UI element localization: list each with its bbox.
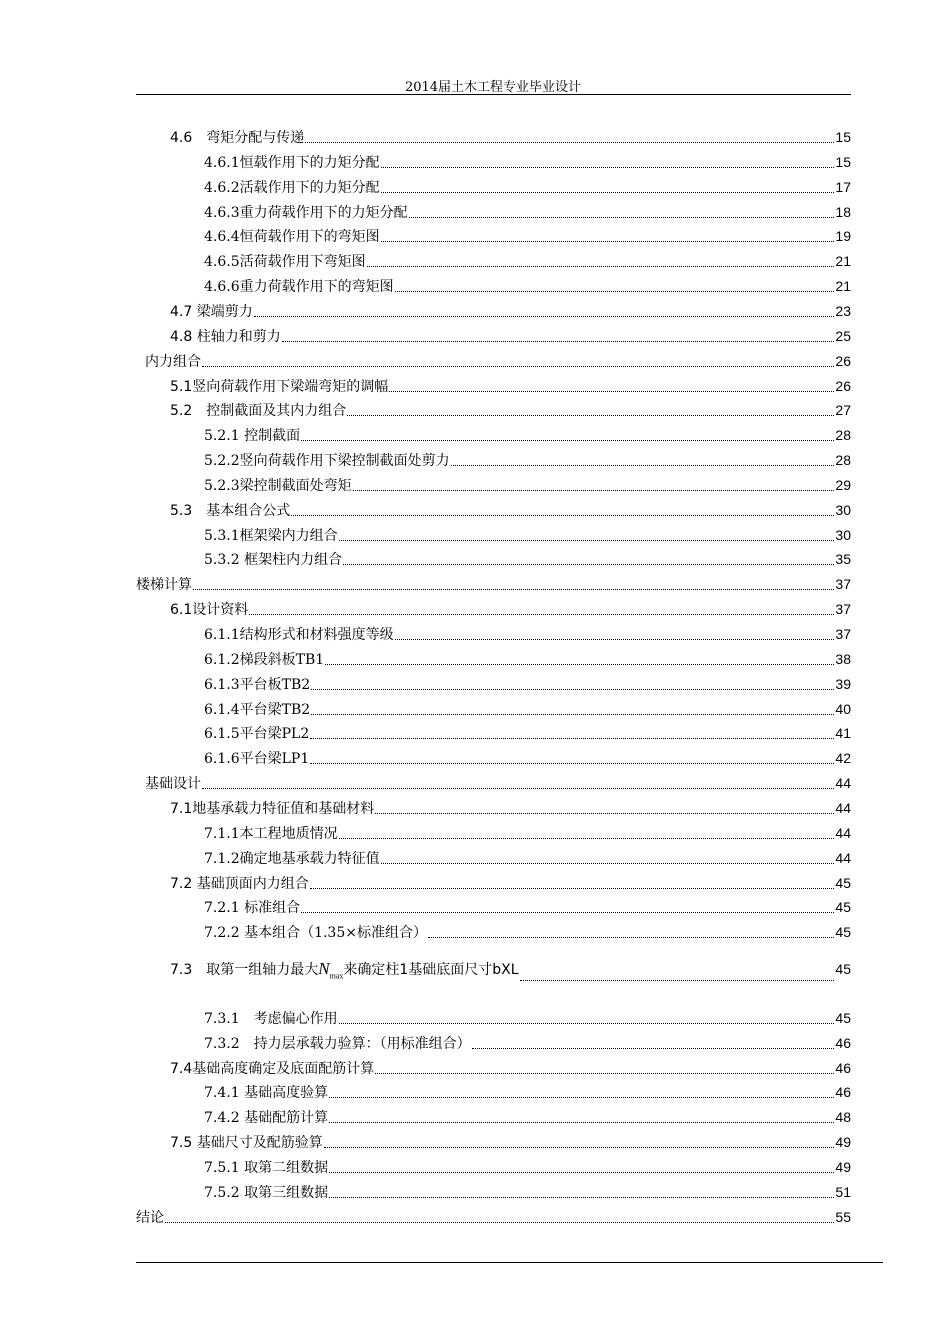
toc-dot-leader <box>339 1023 835 1024</box>
toc-page-number: 49 <box>835 1159 851 1175</box>
toc-entry[interactable] <box>204 625 851 644</box>
toc-page-number: 44 <box>835 849 851 866</box>
toc-page-number: 49 <box>835 1134 851 1151</box>
toc-page-number: 37 <box>835 626 851 642</box>
n-max-symbol: $N_{max}$ <box>318 959 344 981</box>
toc-entry[interactable] <box>170 327 851 346</box>
page-header-title: 2014届土木工程专业毕业设计 <box>404 80 582 95</box>
toc-dot-leader <box>409 217 835 218</box>
toc-page-number: 44 <box>835 799 851 816</box>
header-rule <box>136 94 851 95</box>
toc-entry-label: 6.1.5平台梁PL2 <box>204 726 310 743</box>
toc-entry-label: 7.1地基承载力特征值和基础材料 <box>170 800 375 817</box>
toc-page-number: 37 <box>835 576 851 593</box>
toc-entry-label: 7.5.2 取第三组数据 <box>204 1184 329 1201</box>
toc-page-number: 44 <box>835 775 851 792</box>
toc-dot-leader <box>301 912 834 913</box>
toc-dot-leader <box>310 888 835 889</box>
toc-entry[interactable] <box>204 849 851 868</box>
toc-page-number: 38 <box>835 650 851 667</box>
toc-dot-leader <box>347 415 834 416</box>
toc-entry[interactable] <box>204 252 851 271</box>
toc-page-number: 48 <box>835 1109 851 1126</box>
toc-dot-leader <box>202 788 834 789</box>
toc-entry[interactable] <box>204 1183 851 1202</box>
toc-entry[interactable] <box>204 1009 851 1028</box>
toc-entry-label: 6.1设计资料 <box>170 602 249 619</box>
toc-page-number: 28 <box>835 452 851 469</box>
toc-entry[interactable] <box>204 700 851 719</box>
toc-page-number: 46 <box>835 1034 851 1051</box>
toc-dot-leader <box>375 813 834 814</box>
toc-entry[interactable] <box>204 550 851 569</box>
toc-dot-leader <box>249 614 834 615</box>
toc-page-number: 26 <box>835 352 851 369</box>
toc-page-number: 18 <box>835 203 851 220</box>
toc-entry-label: 6.1.1结构形式和材料强度等级 <box>204 627 394 643</box>
toc-dot-leader <box>451 465 835 466</box>
toc-entry[interactable] <box>136 1208 851 1227</box>
toc-page-number: 15 <box>835 153 851 170</box>
toc-dot-leader <box>381 241 835 242</box>
toc-page-number: 55 <box>835 1208 851 1225</box>
toc-entry[interactable] <box>170 600 851 619</box>
toc-page-number: 19 <box>835 228 851 245</box>
toc-entry[interactable] <box>204 650 851 669</box>
toc-entry-label: 内力组合 <box>145 353 201 370</box>
toc-page-number: 45 <box>835 899 851 916</box>
toc-dot-leader <box>428 937 834 938</box>
toc-entry[interactable] <box>204 227 851 246</box>
toc-entry-label: 4.6.6重力荷载作用下的弯矩图 <box>204 279 394 296</box>
toc-entry[interactable] <box>204 824 851 843</box>
toc-page-number: 21 <box>835 278 851 295</box>
toc-entry[interactable] <box>204 1083 851 1102</box>
toc-entry-label-cont: 来确定柱1基础底面尺寸bXL <box>343 962 519 979</box>
toc-entry[interactable] <box>204 1034 851 1053</box>
toc-entry-label: 结论 <box>136 1209 164 1226</box>
toc-dot-leader <box>343 564 834 565</box>
toc-page-number: 45 <box>835 961 851 978</box>
toc-entry-label: 5.3.1框架梁内力组合 <box>204 527 338 544</box>
toc-dot-leader <box>367 266 835 267</box>
toc-dot-leader <box>165 1222 834 1223</box>
toc-entry[interactable] <box>170 960 851 985</box>
toc-entry[interactable] <box>170 302 851 321</box>
toc-entry[interactable] <box>204 451 851 470</box>
toc-dot-leader <box>324 1147 835 1148</box>
toc-entry[interactable] <box>204 898 851 917</box>
toc-entry-label: 7.3.1 考虑偏心作用 <box>204 1010 338 1027</box>
toc-entry-label: 5.2.1 控制截面 <box>204 428 301 445</box>
toc-entry-label: 4.6 弯矩分配与传递 <box>170 130 305 146</box>
toc-dot-leader <box>305 142 834 143</box>
toc-entry[interactable] <box>204 749 851 768</box>
toc-entry-label: 6.1.3平台板TB2 <box>204 676 311 693</box>
toc-entry-label: 5.1竖向荷载作用下梁端弯矩的调幅 <box>170 378 389 395</box>
toc-entry[interactable] <box>204 178 851 197</box>
toc-entry-label: 7.1.1本工程地质情况 <box>204 825 338 842</box>
toc-page-number: 46 <box>835 1059 851 1076</box>
toc-dot-leader <box>301 440 834 441</box>
toc-entry[interactable] <box>170 799 851 818</box>
toc-entry-label: 6.1.2梯段斜板TB1 <box>204 651 325 668</box>
toc-dot-leader <box>339 540 835 541</box>
toc-entry-label: 4.7 梁端剪力 <box>170 303 253 320</box>
toc-entry[interactable] <box>170 501 851 520</box>
toc-page-number: 28 <box>835 427 851 444</box>
toc-entry[interactable] <box>170 1133 851 1152</box>
toc-dot-leader <box>329 1172 834 1173</box>
toc-dot-leader <box>381 863 835 864</box>
toc-entry[interactable] <box>204 1108 851 1127</box>
toc-entry[interactable] <box>204 1158 851 1177</box>
toc-entry-label: 6.1.6平台梁LP1 <box>204 751 310 768</box>
toc-page-number: 23 <box>835 302 851 319</box>
toc-entry-label: 5.3.2 框架柱内力组合 <box>204 552 343 569</box>
toc-dot-leader <box>311 714 834 715</box>
toc-entry-label: 5.2.2竖向荷载作用下梁控制截面处剪力 <box>204 453 450 470</box>
toc-entry-label: 6.1.4平台梁TB2 <box>204 701 311 718</box>
toc-entry[interactable] <box>170 401 851 420</box>
toc-entry-label: 7.3.2 持力层承载力验算：（用标准组合） <box>204 1035 471 1052</box>
toc-page-number: 27 <box>835 402 851 419</box>
toc-entry-label: 4.6.1恒载作用下的力矩分配 <box>204 154 380 171</box>
toc-dot-leader <box>381 192 835 193</box>
toc-entry-label: 4.6.5活荷载作用下弯矩图 <box>204 254 366 271</box>
toc-page-number: 45 <box>835 1009 851 1026</box>
toc-dot-leader <box>339 838 835 839</box>
toc-page-number: 45 <box>835 924 851 941</box>
toc-entry-label: 基础设计 <box>145 776 201 793</box>
toc-page-number: 17 <box>835 178 851 195</box>
toc-entry[interactable] <box>145 352 851 371</box>
toc-entry-label: 7.5.1 取第二组数据 <box>204 1160 329 1176</box>
toc-entry[interactable] <box>204 675 851 694</box>
toc-page-number: 39 <box>835 675 851 692</box>
toc-dot-leader <box>310 738 834 739</box>
toc-page-number: 30 <box>835 501 851 518</box>
toc-page-number: 44 <box>835 824 851 841</box>
toc-entry-label: 7.4.2 基础配筋计算 <box>204 1110 329 1127</box>
toc-dot-leader <box>310 763 834 764</box>
toc-dot-leader <box>375 1073 834 1074</box>
toc-entry-label: 7.4基础高度确定及底面配筋计算 <box>170 1060 375 1077</box>
toc-page-number: 45 <box>835 874 851 891</box>
toc-page-number: 46 <box>835 1084 851 1101</box>
toc-entry-label: 楼梯计算 <box>136 577 192 594</box>
toc-page-number: 37 <box>835 601 851 618</box>
toc-dot-leader <box>311 689 834 690</box>
toc-entry-label: 7.4.1 基础高度验算 <box>204 1085 329 1102</box>
toc-entry-label: 4.6.2活载作用下的力矩分配 <box>204 179 380 196</box>
toc-dot-leader <box>329 1122 834 1123</box>
toc-dot-leader <box>381 167 835 168</box>
toc-dot-leader <box>329 1197 834 1198</box>
toc-dot-leader <box>282 341 835 342</box>
toc-page-number: 42 <box>835 750 851 767</box>
toc-page-number: 25 <box>835 327 851 344</box>
toc-entry[interactable] <box>204 526 851 545</box>
toc-entry[interactable] <box>204 277 851 296</box>
toc-page-number: 30 <box>835 526 851 543</box>
toc-dot-leader <box>353 490 835 491</box>
toc-entry[interactable] <box>170 377 851 396</box>
toc-dot-leader <box>193 589 834 590</box>
toc-entry[interactable] <box>204 923 851 942</box>
toc-entry-label: 7.1.2确定地基承载力特征值 <box>204 850 380 867</box>
toc-entry[interactable] <box>145 774 851 793</box>
toc-dot-leader <box>520 980 835 981</box>
toc-dot-leader <box>389 391 834 392</box>
toc-entry[interactable] <box>204 476 851 495</box>
toc-entry-label: 7.3 取第一组轴力最大 <box>170 962 319 979</box>
toc-entry-label: 5.2.3梁控制截面处弯矩 <box>204 477 352 494</box>
toc-entry[interactable] <box>204 426 851 445</box>
toc-entry-label: 7.5 基础尺寸及配筋验算 <box>170 1135 323 1152</box>
toc-page-number: 15 <box>835 129 851 145</box>
toc-dot-leader <box>472 1048 835 1049</box>
toc-page-number: 51 <box>835 1183 851 1200</box>
toc-dot-leader <box>254 316 835 317</box>
toc-entry[interactable] <box>204 153 851 172</box>
toc-entry-label: 7.2.1 标准组合 <box>204 900 301 917</box>
toc-page-number: 29 <box>835 476 851 493</box>
toc-entry-label: 7.2 基础顶面内力组合 <box>170 875 309 892</box>
toc-dot-leader <box>202 366 834 367</box>
toc-page-number: 35 <box>835 551 851 568</box>
toc-entry[interactable] <box>170 1059 851 1078</box>
toc-entry-label: 5.3 基本组合公式 <box>170 502 291 519</box>
toc-dot-leader <box>291 515 834 516</box>
toc-page-number: 41 <box>835 725 851 742</box>
toc-page-number: 40 <box>835 700 851 717</box>
toc-entry[interactable] <box>170 128 851 147</box>
toc-page-number: 26 <box>835 377 851 394</box>
toc-entry-label: 7.2.2 基本组合（1.35×标准组合） <box>204 925 427 942</box>
toc-entry[interactable] <box>136 575 851 594</box>
toc-dot-leader <box>325 664 834 665</box>
toc-dot-leader <box>395 291 835 292</box>
toc-entry-label: 4.6.4恒荷载作用下的弯矩图 <box>204 229 380 246</box>
toc-entry-label: 4.8 柱轴力和剪力 <box>170 328 281 345</box>
toc-entry[interactable] <box>204 203 851 222</box>
toc-entry[interactable] <box>204 724 851 743</box>
toc-entry-label: 5.2 控制截面及其内力组合 <box>170 403 347 420</box>
toc-page-number: 21 <box>835 253 851 270</box>
toc-entry[interactable] <box>170 874 851 893</box>
toc-dot-leader <box>395 639 835 640</box>
footer-rule <box>136 1262 883 1263</box>
toc-dot-leader <box>329 1097 834 1098</box>
toc-entry-label: 4.6.3重力荷载作用下的力矩分配 <box>204 204 408 221</box>
